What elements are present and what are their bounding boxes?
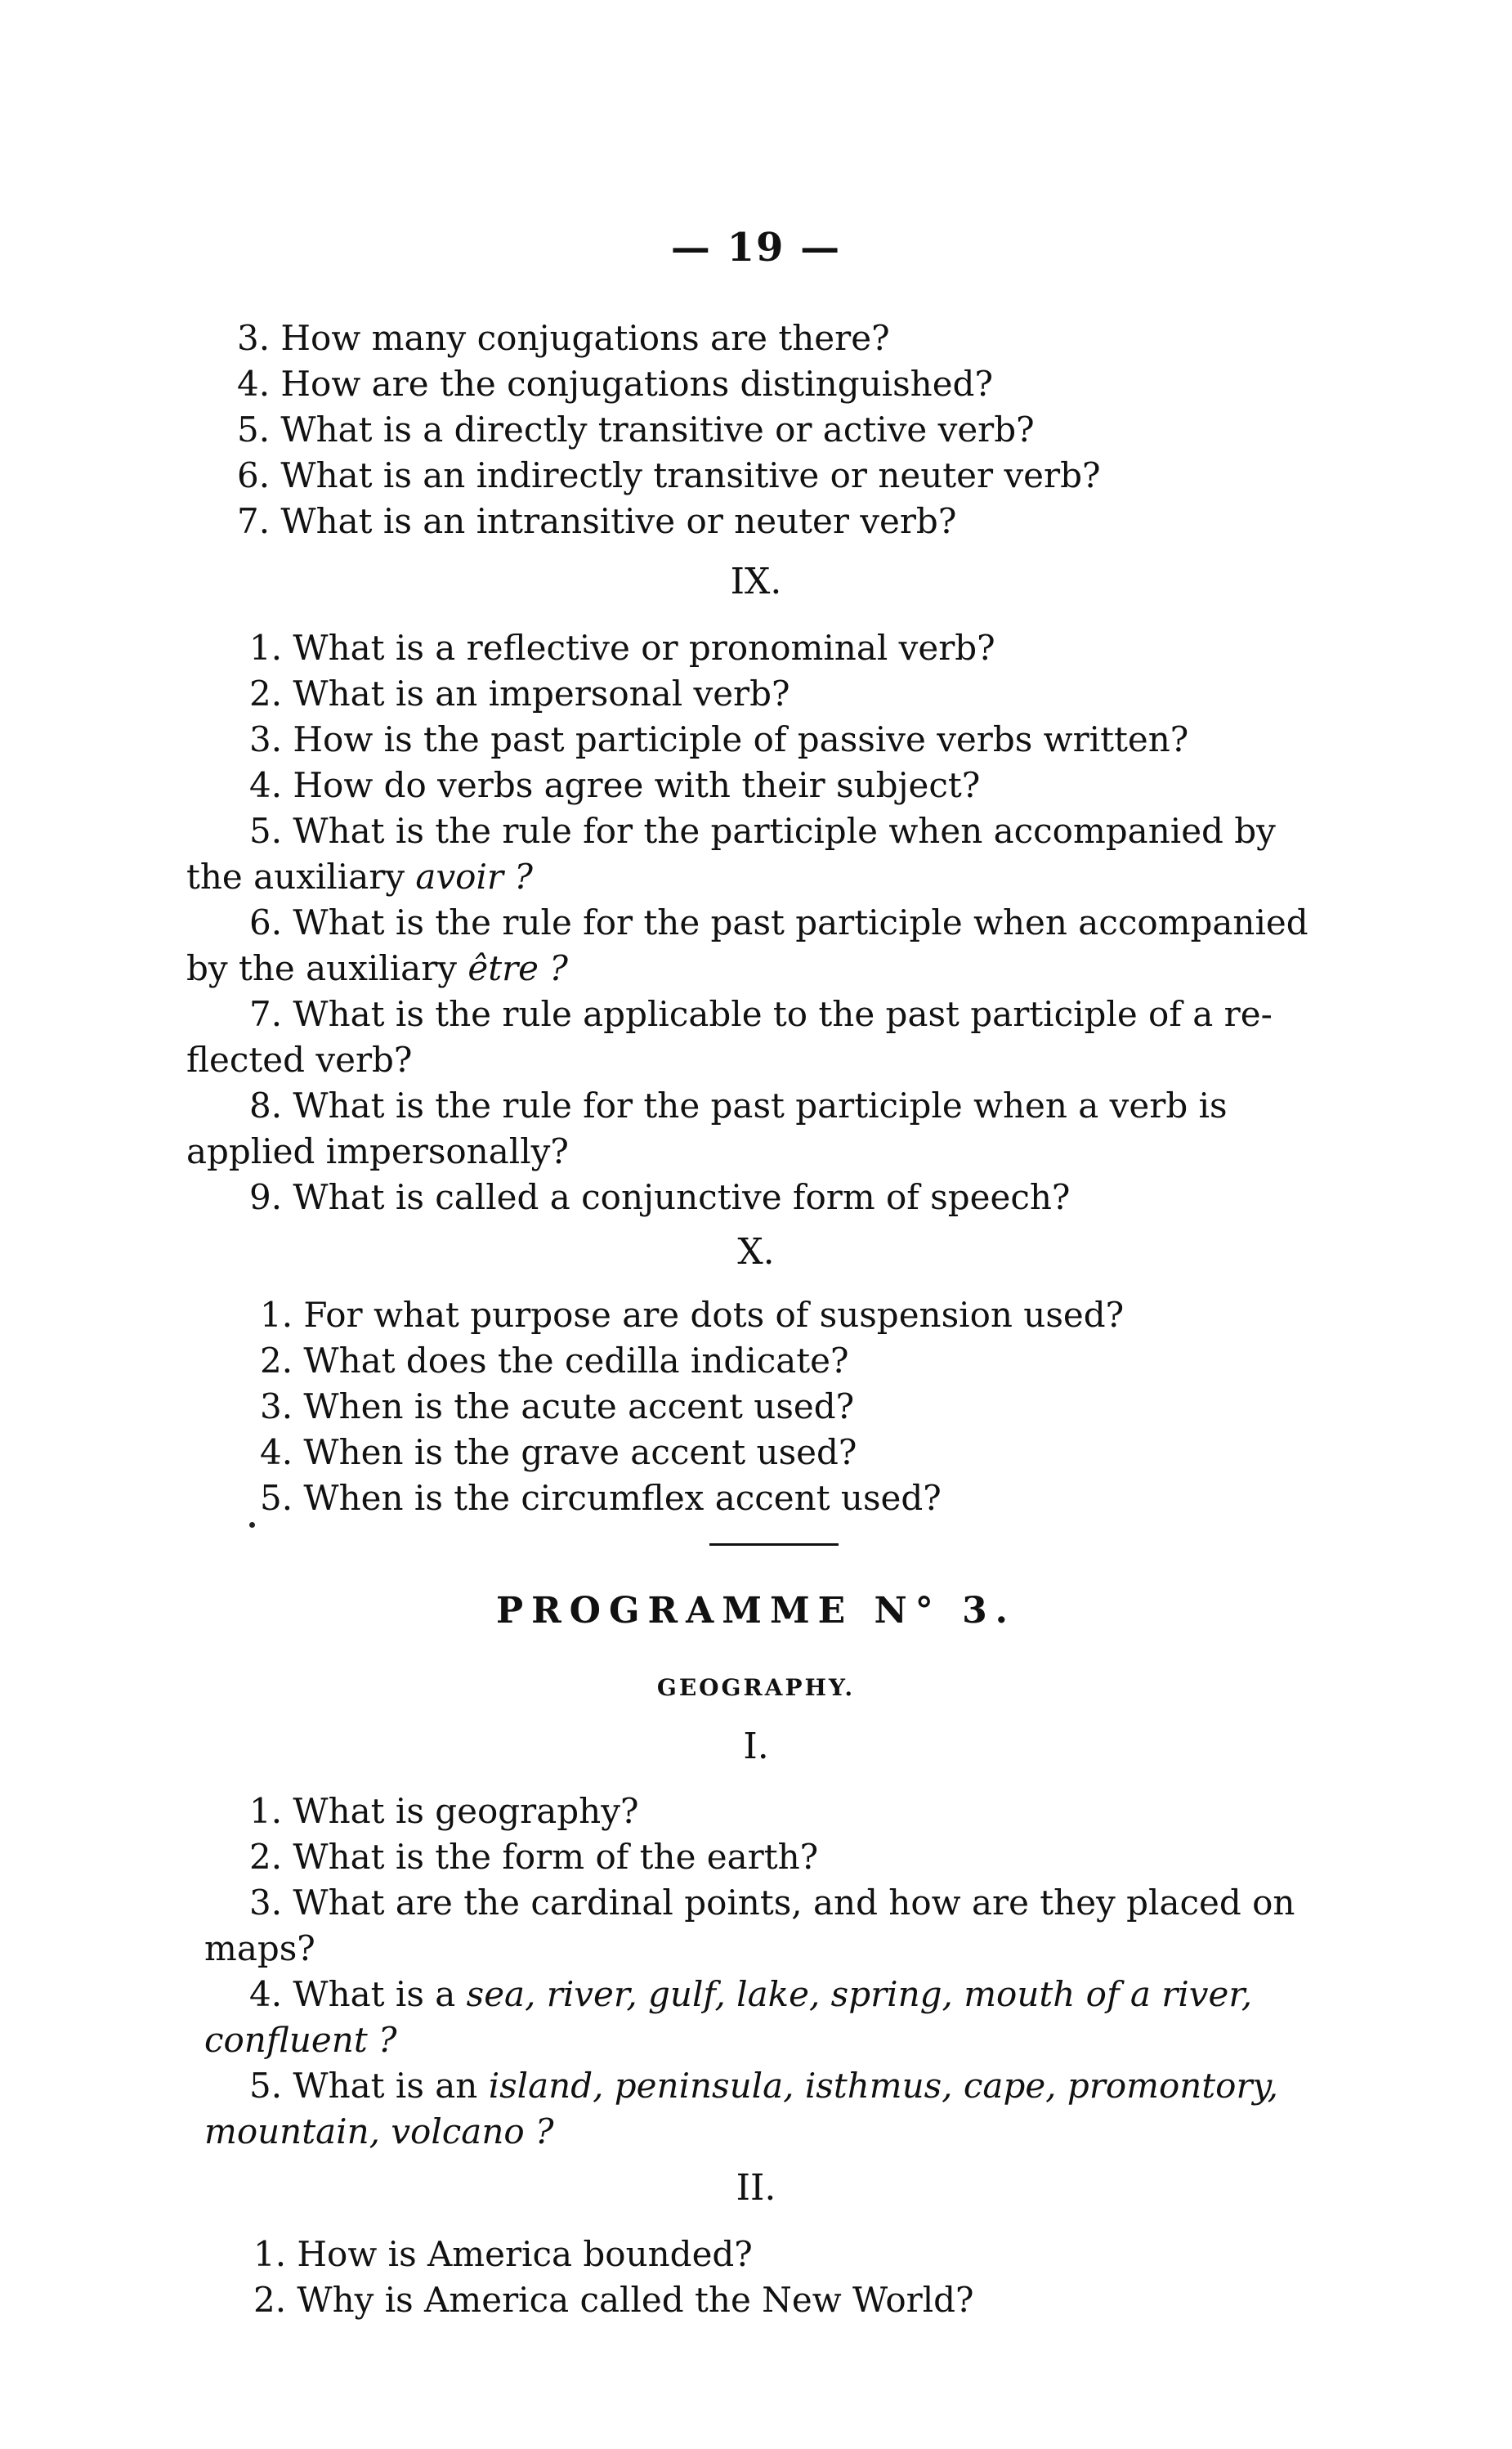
section-heading-ix: IX.	[730, 561, 782, 602]
question-line: 4. How do verbs agree with their subject?	[249, 765, 981, 805]
question-line-continued: flected verb?	[186, 1040, 413, 1080]
question-line: 2. What is an impersonal verb?	[249, 674, 790, 714]
question-line: 1. For what purpose are dots of suspension used?	[260, 1295, 1125, 1335]
italic-term: avoir ?	[415, 857, 533, 897]
question-line: 3. What are the cardinal points, and how are they placed on	[249, 1883, 1295, 1923]
question-line	[249, 1974, 1253, 2014]
question-line: 7. What is the rule applicable to the past participle of a re-	[249, 994, 1273, 1034]
question-line: 5. What is the rule for the participle when accompanied by	[249, 811, 1276, 851]
page-number: — 19 —	[670, 225, 842, 271]
question-line: 6. What is an indirectly transitive or neuter verb?	[237, 455, 1101, 495]
question-line: 8. What is the rule for the past participle when a verb is	[249, 1086, 1228, 1126]
question-line-continued	[204, 2111, 554, 2151]
question-line: 3. When is the acute accent used?	[260, 1386, 855, 1426]
question-line: 6. What is the rule for the past participle when accompanied	[249, 902, 1308, 942]
stray-dot	[249, 1522, 255, 1528]
question-line: 2. What does the cedilla indicate?	[260, 1341, 849, 1381]
question-line: 2. Why is America called the New World?	[253, 2280, 974, 2320]
question-line-continued: maps?	[204, 1928, 315, 1968]
section-heading-i: I.	[743, 1726, 769, 1767]
programme-subtitle: GEOGRAPHY.	[656, 1674, 856, 1701]
question-line: 1. How is America bounded?	[253, 2234, 753, 2274]
italic-terms: sea, river, gulf, lake, spring, mouth of a river,	[466, 1974, 1253, 2014]
question-line: 9. What is called a conjunctive form of speech?	[249, 1177, 1071, 1217]
question-line: 1. What is a reflective or pronominal verb?	[249, 628, 995, 668]
section-divider	[709, 1543, 839, 1546]
line-text: 4. What is a	[249, 1974, 467, 2014]
italic-term: mountain, volcano ?	[204, 2111, 554, 2151]
question-line: 4. How are the conjugations distinguished?	[237, 364, 993, 404]
line-text: 5. What is an	[249, 2066, 489, 2106]
question-line-continued	[186, 857, 533, 897]
programme-title: PROGRAMME N° 3.	[496, 1590, 1016, 1632]
question-line: 3. How many conjugations are there?	[237, 318, 890, 358]
italic-terms: island, peninsula, isthmus, cape, promontory,	[488, 2066, 1279, 2106]
question-line: 1. What is geography?	[249, 1791, 639, 1831]
question-line: 2. What is the form of the earth?	[249, 1837, 819, 1877]
line-text: by the auxiliary	[186, 948, 468, 988]
question-line-continued	[186, 948, 568, 988]
question-line: 5. What is a directly transitive or active verb?	[237, 410, 1035, 450]
italic-term: confluent ?	[204, 2020, 397, 2060]
section-heading-ii: II.	[736, 2167, 776, 2209]
italic-term: être ?	[467, 948, 568, 988]
line-text: the auxiliary	[186, 857, 416, 897]
question-line-continued	[204, 2020, 397, 2060]
section-heading-x: X.	[737, 1231, 775, 1273]
question-line: 5. When is the circumflex accent used?	[260, 1478, 942, 1518]
question-line-continued: applied impersonally?	[186, 1131, 569, 1171]
question-line: 4. When is the grave accent used?	[260, 1432, 857, 1472]
question-line	[249, 2066, 1279, 2106]
question-line: 7. What is an intransitive or neuter verb?	[237, 501, 957, 541]
question-line: 3. How is the past participle of passive verbs written?	[249, 719, 1189, 759]
